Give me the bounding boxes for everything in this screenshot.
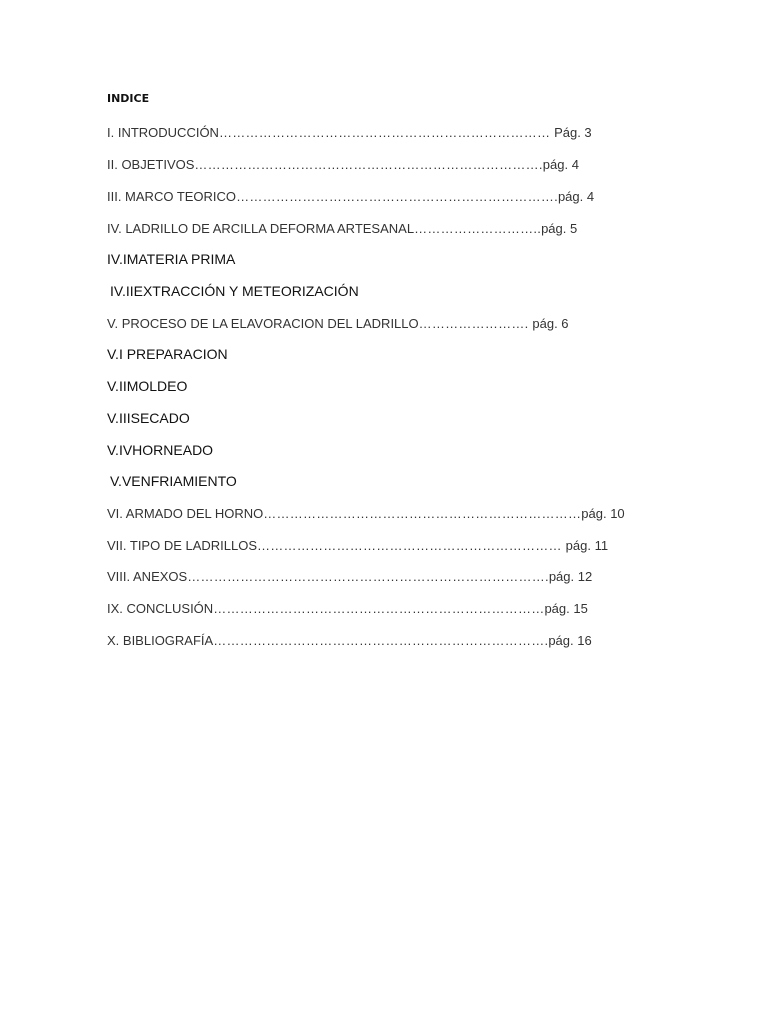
- toc-subentry-enfriamiento: [110, 474, 237, 488]
- toc-subentry-horneado: [107, 443, 213, 457]
- toc-entry-label: IV.IIEXTRACCIÓN Y METEORIZACIÓN: [110, 283, 359, 299]
- toc-entry-label: V.IIISECADO: [107, 410, 190, 426]
- toc-entry-label: VI. ARMADO DEL HORNO: [107, 506, 264, 521]
- toc-entry-bibliografia: [107, 634, 592, 647]
- toc-subentry-extraccion: [110, 284, 359, 298]
- toc-entry-label: V.IVHORNEADO: [107, 442, 214, 458]
- toc-entry-label: III. MARCO TEORICO: [107, 189, 237, 204]
- toc-subentry-materia-prima: [107, 252, 235, 266]
- toc-entry-introduccion: [107, 126, 592, 139]
- toc-leader-dots: ………………………………………………………………: [263, 506, 582, 521]
- toc-page-number: pág. 4: [557, 189, 595, 204]
- toc-entry-label: IV.IMATERIA PRIMA: [107, 251, 236, 267]
- toc-page-number: pág. 4: [542, 157, 579, 172]
- toc-page-number: pág. 11: [565, 538, 609, 553]
- toc-leader-dots: ………………………..: [414, 221, 542, 236]
- toc-entry-proceso: [107, 317, 569, 330]
- toc-entry-label: V.I PREPARACION: [107, 346, 228, 362]
- toc-entry-ladrillo-arcilla: [107, 222, 577, 235]
- toc-leader-dots: ………………………………………………………………….: [213, 633, 549, 648]
- toc-subentry-secado: [107, 411, 190, 425]
- toc-entry-label: V. PROCESO DE LA ELAVORACION DEL LADRILLO: [107, 316, 419, 331]
- toc-entry-tipo-ladrillos: [107, 539, 608, 552]
- toc-leader-dots: …………………….: [418, 316, 533, 331]
- toc-entry-objetivos: [107, 158, 579, 171]
- toc-entry-label: IX. CONCLUSIÓN: [107, 601, 214, 616]
- toc-leader-dots: ……………………………………………………………: [257, 538, 566, 553]
- toc-page-number: pág. 12: [548, 569, 593, 584]
- toc-leader-dots: ……………………………………………………………………….: [187, 569, 549, 584]
- toc-entry-anexos: [107, 570, 592, 583]
- toc-subentry-preparacion: [107, 347, 228, 361]
- toc-page-number: Pág. 3: [554, 125, 592, 140]
- toc-entry-label: VIII. ANEXOS: [107, 569, 188, 584]
- toc-subentry-moldeo: [107, 379, 187, 393]
- toc-page-number: pág. 10: [581, 506, 625, 521]
- toc-entry-armado-horno: [107, 507, 625, 520]
- toc-entry-label: I. INTRODUCCIÓN: [107, 125, 219, 140]
- toc-page-number: pág. 15: [544, 601, 588, 616]
- toc-leader-dots: …………………………………………………………………: [213, 601, 545, 616]
- toc-entry-label: II. OBJETIVOS: [107, 157, 195, 172]
- toc-entry-label: IV. LADRILLO DE ARCILLA DEFORMA ARTESANAL: [107, 221, 415, 236]
- toc-leader-dots: ……………………………………………………………….: [236, 189, 558, 204]
- toc-entry-label: V.VENFRIAMIENTO: [110, 473, 237, 489]
- index-title: INDICE: [107, 92, 150, 105]
- toc-entry-conclusion: [107, 602, 588, 615]
- toc-page-number: pág. 6: [532, 316, 569, 331]
- toc-page-number: pág. 5: [541, 221, 578, 236]
- toc-entry-marco-teorico: [107, 190, 594, 203]
- toc-leader-dots: …………………………………………………………………: [218, 125, 555, 140]
- toc-leader-dots: …………………………………………………………………….: [194, 157, 543, 172]
- toc-entry-label: X. BIBLIOGRAFÍA: [107, 633, 214, 648]
- toc-entry-label: VII. TIPO DE LADRILLOS: [107, 538, 258, 553]
- toc-page-number: pág. 16: [548, 633, 592, 648]
- toc-entry-label: V.IIMOLDEO: [107, 378, 188, 394]
